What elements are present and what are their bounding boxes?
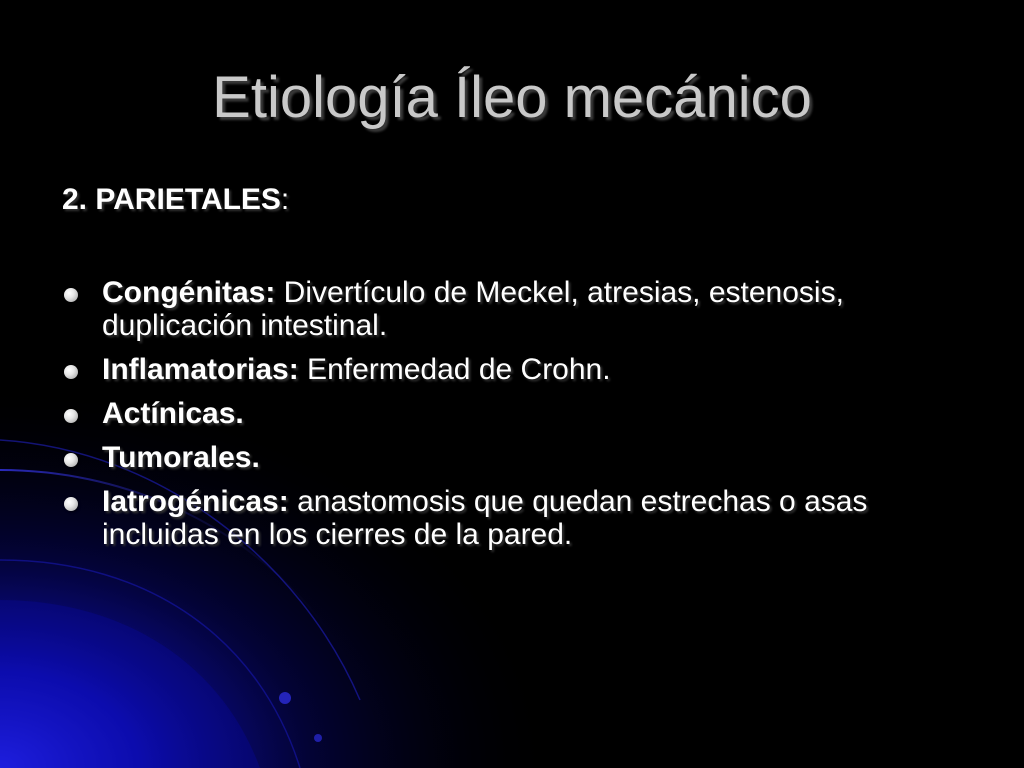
bullet-term: Actínicas. [102,397,244,430]
bullet-term: Congénitas: [102,276,276,309]
slide-title: Etiología Íleo mecánico [212,65,812,130]
bullet-item [62,353,962,386]
bullet-text: Divertículo de Meckel, atresias, estenosis, duplicación intestinal. [102,276,844,342]
bullet-item [62,441,962,474]
section-heading [62,181,289,219]
bullet-list [62,276,962,562]
bullet-item [62,276,962,342]
bullet-dot-icon [64,288,78,302]
bullet-dot-icon [64,453,78,467]
section-heading-label: 2. PARIETALES [62,183,281,216]
bullet-dot-icon [64,365,78,379]
bullet-item [62,485,962,551]
bullet-dot-icon [64,497,78,511]
bullet-term: Iatrogénicas: [102,485,289,518]
decor-dot-1 [279,692,291,704]
decor-dot-2 [314,734,322,742]
section-heading-colon: : [280,183,290,216]
bullet-text: Enfermedad de Crohn. [298,353,611,386]
bullet-dot-icon [64,409,78,423]
bullet-term: Tumorales. [102,441,260,474]
bullet-term: Inflamatorias: [102,353,299,386]
bullet-item [62,397,962,430]
bullet-text: anastomosis que quedan estrechas o asas incluidas en los cierres de la pared. [102,485,868,551]
